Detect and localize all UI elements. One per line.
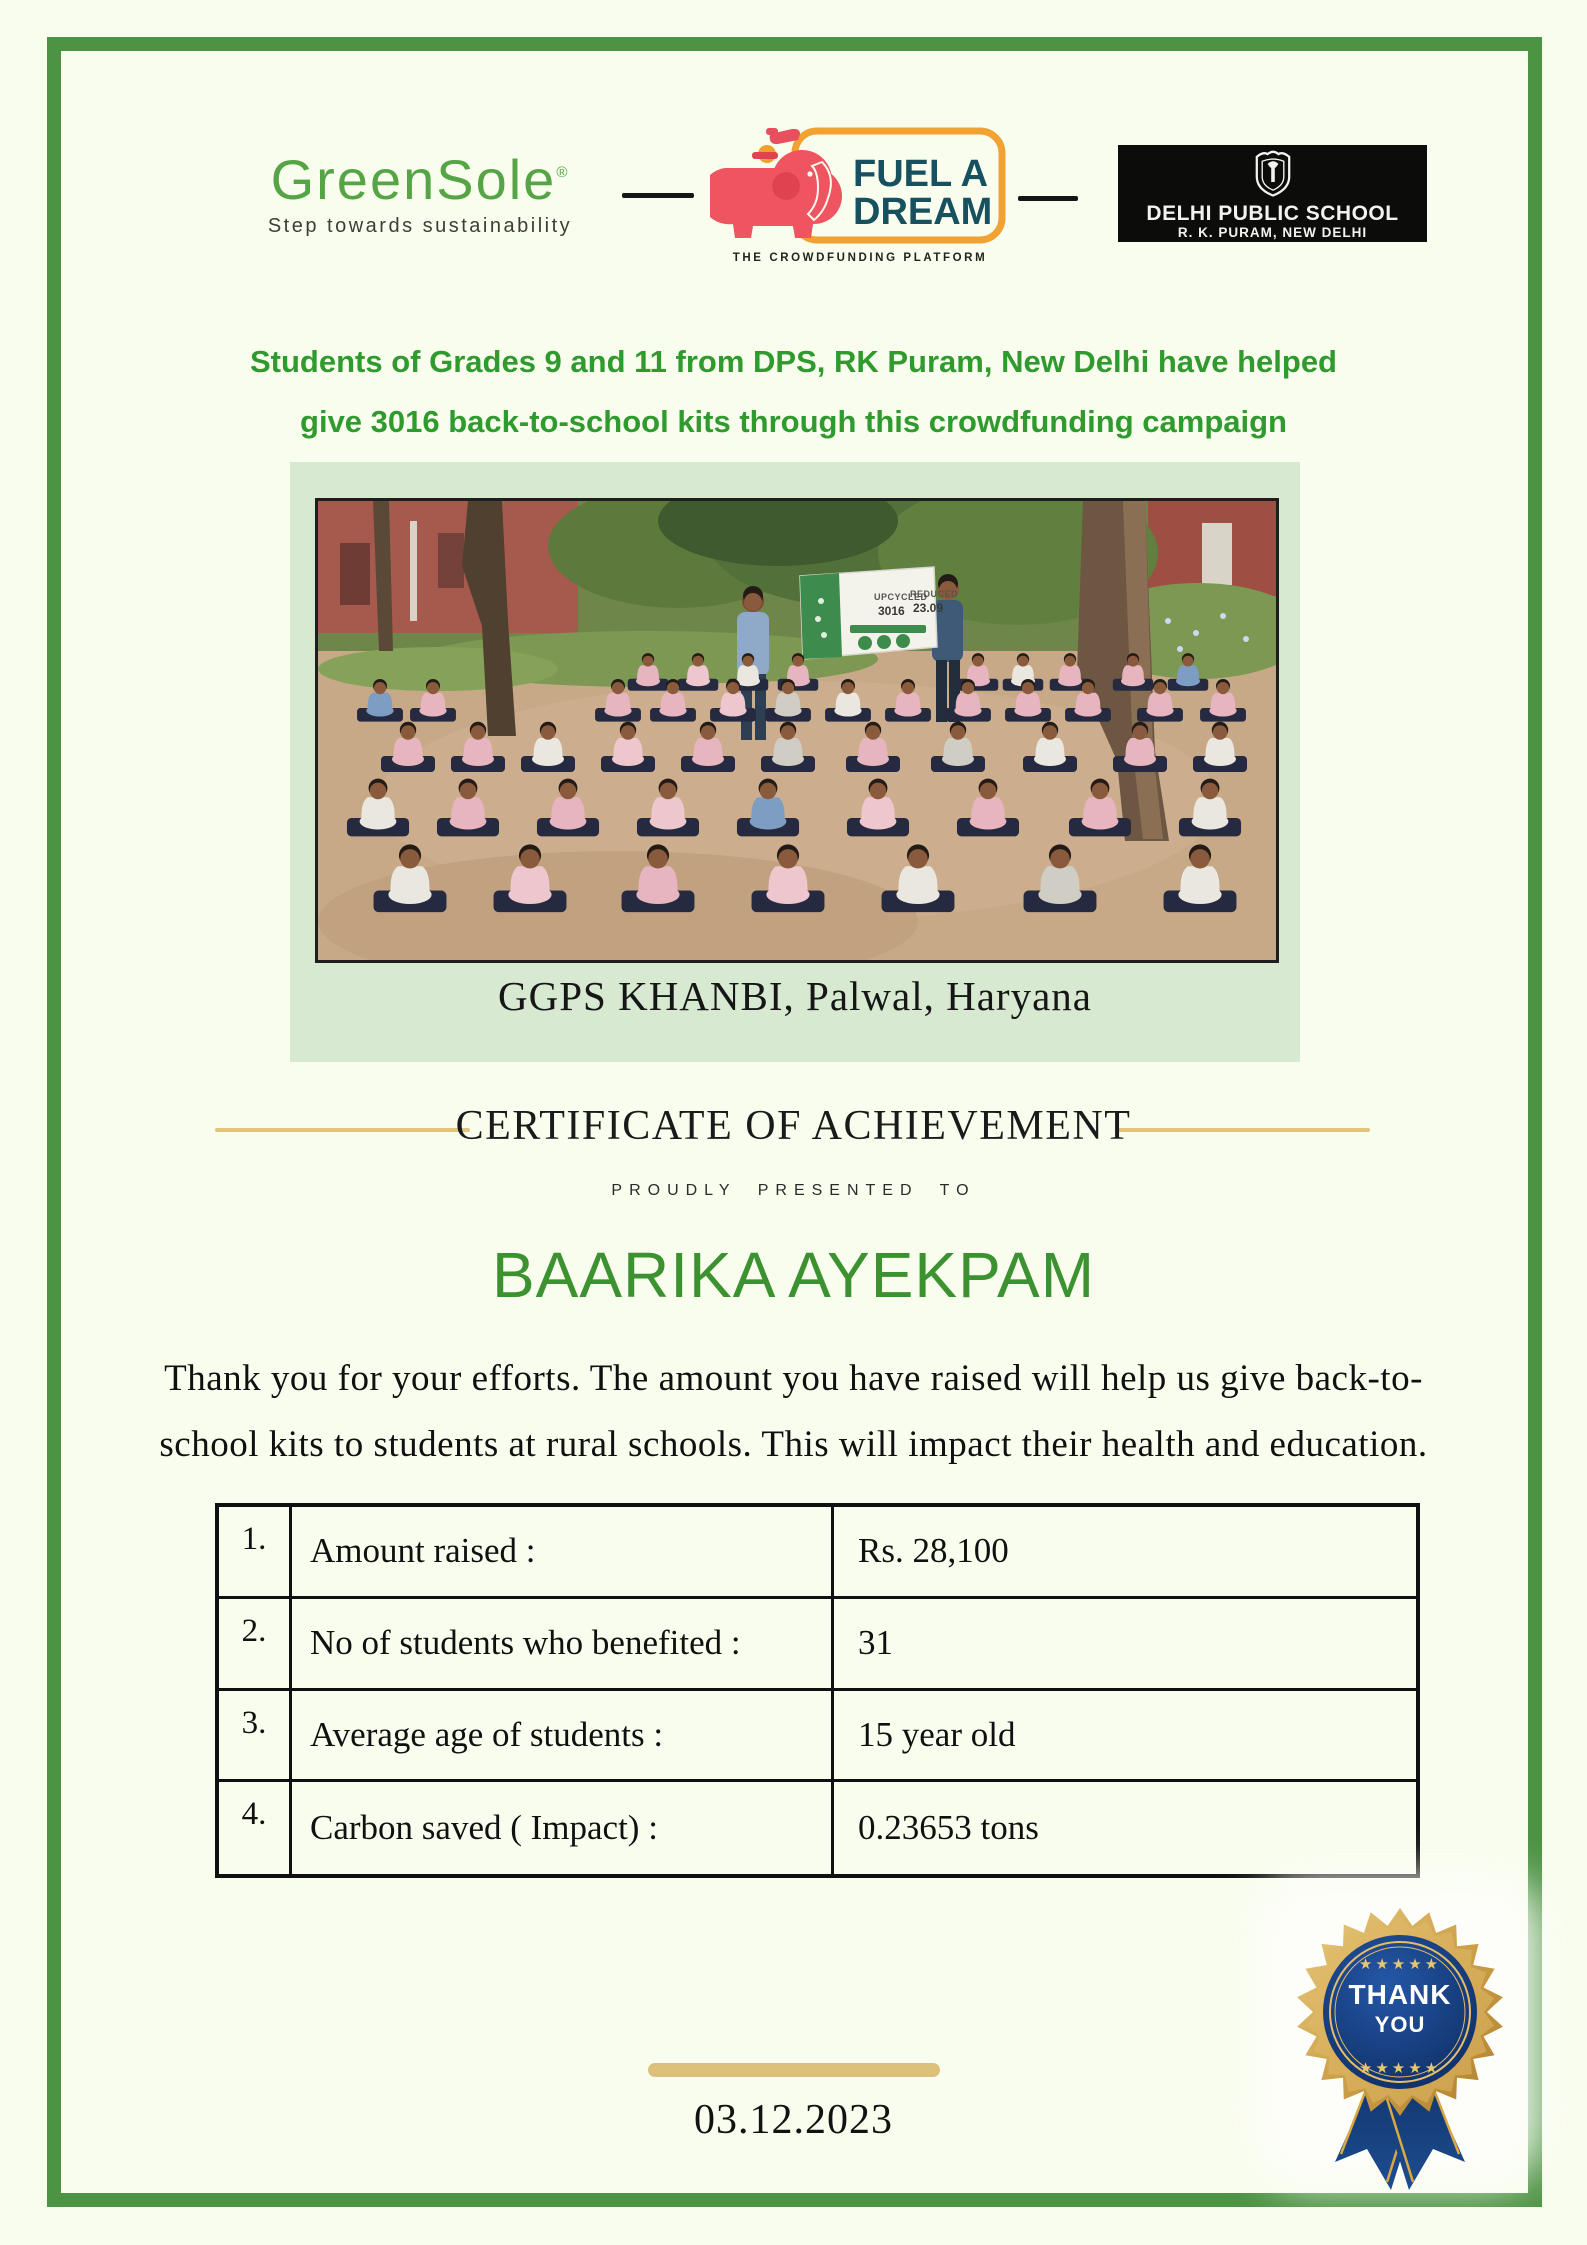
row3-value: 15 year old: [834, 1691, 1416, 1783]
row3-number: 3.: [219, 1691, 292, 1783]
badge-stars-bottom: ★★★★★: [1358, 2060, 1442, 2077]
impact-table: [215, 1503, 1420, 1878]
campaign-headline-line1: Students of Grades 9 and 11 from DPS, RK Puram, New Delhi have helped: [250, 344, 1337, 379]
photo-caption: GGPS KHANBI, Palwal, Haryana: [498, 973, 1092, 1019]
footer-gold-rule: [648, 2063, 940, 2077]
fuel-a-dream-tagline: THE CROWDFUNDING PLATFORM: [732, 252, 988, 264]
badge-stars-top: ★★★★★: [1358, 1956, 1442, 1973]
registered-mark-icon: ®: [556, 164, 570, 181]
certificate-date: 03.12.2023: [694, 2097, 893, 2143]
fuel-a-dream-line2: DREAM: [853, 191, 993, 233]
banner-upcycled-label: UPCYCLED: [874, 592, 928, 602]
dps-name: DELHI PUBLIC SCHOOL: [1146, 202, 1399, 225]
thank-you-badge: [1265, 1872, 1535, 2212]
thank-you-message-line2: school kits to students at rural schools. This will impact their health and education.: [159, 1424, 1428, 1465]
row2-label: No of students who benefited :: [292, 1599, 834, 1691]
separator-dash-left: [622, 193, 694, 198]
campaign-headline-line2: give 3016 back-to-school kits through this crowdfunding campaign: [300, 404, 1287, 439]
dps-shield-icon: [1255, 148, 1291, 198]
fuel-a-dream-logo: [710, 118, 1010, 268]
row1-label: Amount raised :: [292, 1507, 834, 1599]
dps-location: R. K. PURAM, NEW DELHI: [1177, 225, 1368, 240]
certificate-title: CERTIFICATE OF ACHIEVEMENT: [455, 1103, 1132, 1149]
campaign-headline: [0, 332, 1587, 452]
banner-reduced-label: REDUCED: [910, 589, 959, 599]
dps-logo: [1118, 145, 1427, 242]
thank-you-message: [0, 1346, 1587, 1478]
row2-number: 2.: [219, 1599, 292, 1691]
row4-number: 4.: [219, 1782, 292, 1874]
row4-value: 0.23653 tons: [858, 1808, 1039, 1848]
separator-dash-right: [1018, 196, 1078, 201]
recipient-name: BAARIKA AYEKPAM: [491, 1239, 1096, 1311]
fuel-a-dream-line1: FUEL A: [853, 153, 989, 195]
banner-reduced-value: 23.09: [913, 601, 944, 615]
row4-label: Carbon saved ( Impact) :: [292, 1782, 834, 1874]
row1-value: Rs. 28,100: [834, 1507, 1416, 1599]
presented-to-label: PROUDLY PRESENTED TO: [611, 1182, 976, 1199]
impact-banner: [800, 567, 958, 659]
row3-label: Average age of students :: [292, 1691, 834, 1783]
greensole-tagline: Step towards sustainability: [267, 215, 573, 237]
banner-upcycled-value: 3016: [878, 604, 905, 618]
row1-number: 1.: [219, 1507, 292, 1599]
badge-you-text: YOU: [1374, 2012, 1426, 2037]
greensole-wordmark: GreenSole®: [270, 148, 570, 211]
row2-value: 31: [834, 1599, 1416, 1691]
greensole-logo: [250, 142, 590, 238]
badge-thank-text: THANK: [1348, 1979, 1452, 2010]
school-distribution-photo: [315, 498, 1279, 963]
thank-you-message-line1: Thank you for your efforts. The amount you have raised will help us give back-to-: [164, 1358, 1423, 1399]
